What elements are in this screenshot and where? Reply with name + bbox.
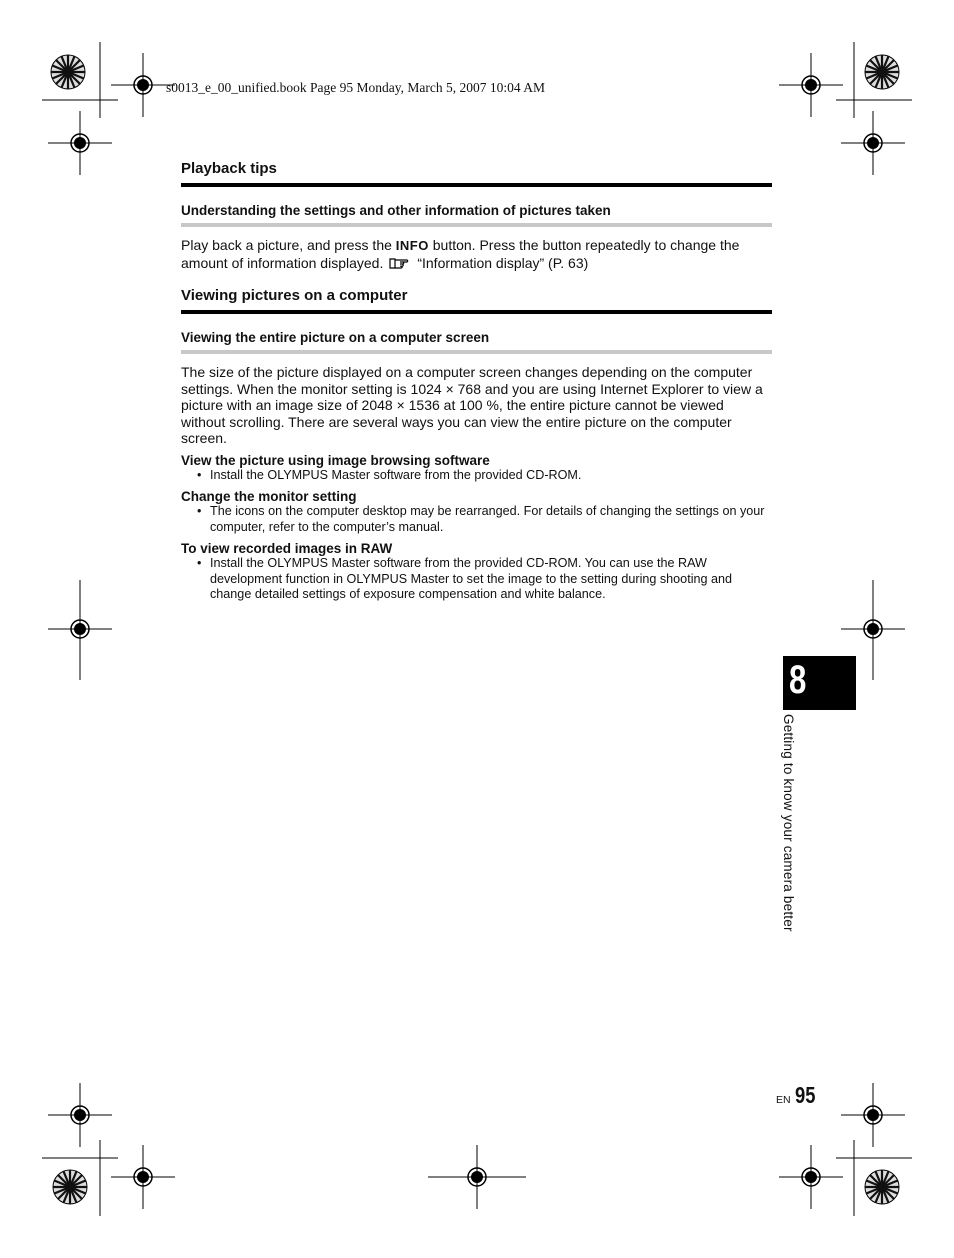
method-bullet: • Install the OLYMPUS Master software from the provided CD-ROM. You can use the RAW development function in OLYMPUS Master to set the image to the setting during shooting and change detailed settings of exposure compensation and white balance. [181, 556, 772, 603]
playback-text-before: Play back a picture, and press the [181, 237, 396, 253]
book-header: s0013_e_00_unified.book Page 95 Monday, March 5, 2007 10:04 AM [166, 80, 545, 95]
method-heading: Change the monitor setting [181, 489, 357, 504]
chapter-tab [783, 656, 856, 710]
chapter-number: 8 [789, 658, 807, 702]
subsection-title-settings-info: Understanding the settings and other information of pictures taken [181, 203, 772, 227]
section-title-computer: Viewing pictures on a computer [181, 287, 772, 314]
playback-paragraph [181, 237, 772, 273]
info-button-label: INFO [395, 238, 429, 253]
section-title-playback: Playback tips [181, 160, 772, 187]
language-code: EN [776, 1094, 791, 1106]
pointing-hand-icon [389, 256, 409, 274]
information-display-reference: “Information display” (P. 63) [417, 254, 589, 271]
subsection-title-entire-picture: Viewing the entire picture on a computer screen [181, 330, 772, 354]
method-bullets [181, 556, 772, 603]
method-item [181, 541, 772, 603]
method-bullets [181, 468, 772, 484]
method-bullet: • The icons on the computer desktop may be rearranged. For details of changing the settings on your computer, refer to the computer’s manual. [181, 504, 772, 535]
page-number: 95 [794, 1082, 816, 1108]
method-item [181, 453, 772, 484]
main-content [181, 160, 772, 603]
method-bullet: • Install the OLYMPUS Master software from the provided CD-ROM. [181, 468, 772, 484]
method-heading: View the picture using image browsing software [181, 452, 490, 468]
method-bullets [181, 504, 772, 535]
page-footer [776, 1082, 820, 1109]
computer-paragraph: The size of the picture displayed on a computer screen changes depending on the computer settings. When the monitor setting is 1024 × 768 and you are using Internet Explorer to view a picture with an image size of 2048 × 1536 at 100 %, the entire picture cannot be viewed without scrolling. There are several ways you can view the entire picture on the computer screen. [181, 364, 763, 446]
chapter-label: Getting to know your camera better [781, 714, 796, 932]
method-item [181, 489, 772, 535]
method-heading: To view recorded images in RAW [181, 541, 393, 556]
playback-text-after: button. Press the button repeatedly to change the amount of information displayed. [181, 237, 740, 271]
